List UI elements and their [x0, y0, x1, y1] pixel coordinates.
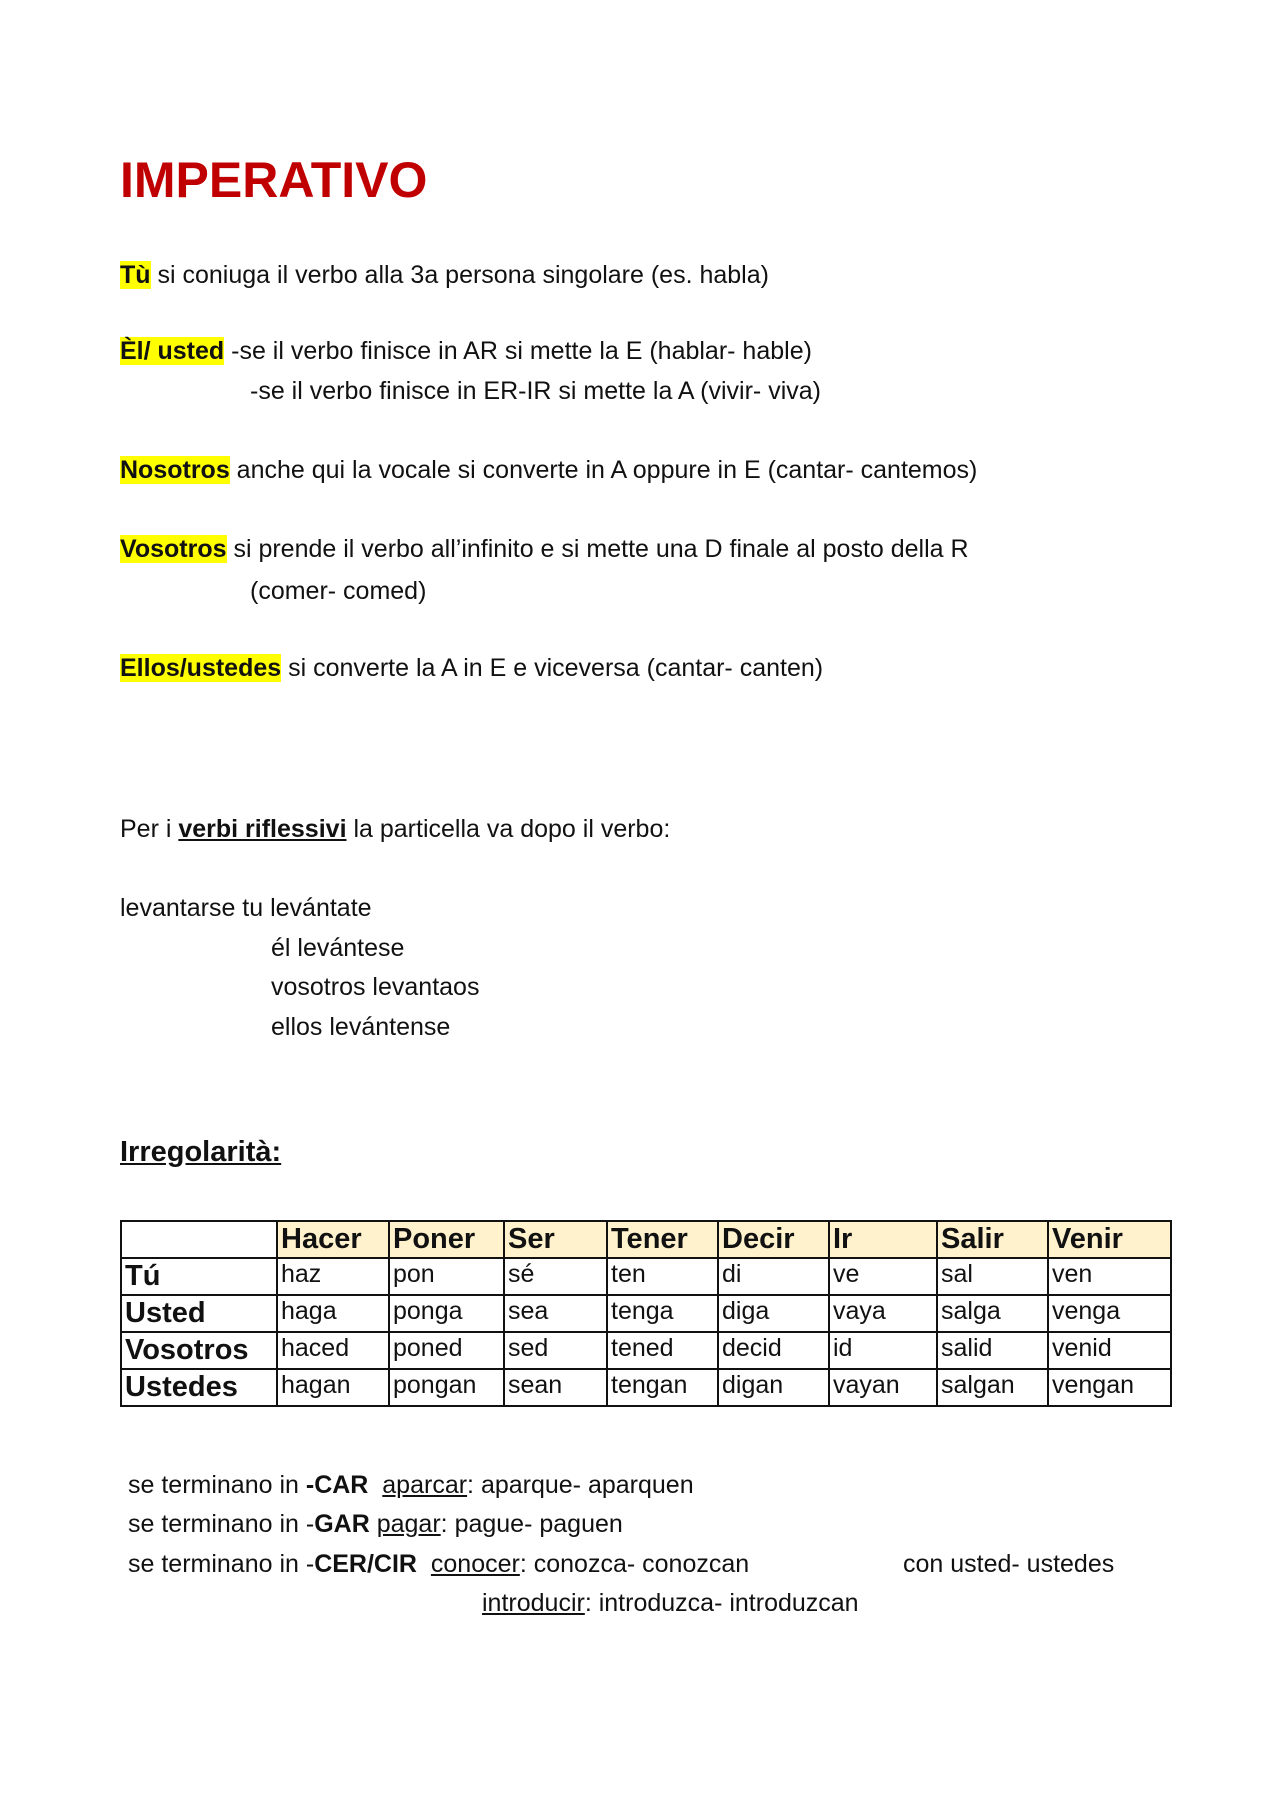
column-header: Decir [718, 1221, 829, 1258]
table-cell: venid [1048, 1332, 1171, 1369]
table-header-row [121, 1221, 1171, 1258]
reflexive-intro [120, 814, 670, 844]
column-header: Poner [389, 1221, 504, 1258]
ending-verb: pagar [376, 1510, 441, 1538]
endings-note: con usted- ustedes [903, 1550, 1115, 1578]
column-header: Hacer [277, 1221, 389, 1258]
ending-suffix: CER/CIR [314, 1550, 417, 1578]
ending-line-cer-cir [128, 1549, 749, 1579]
ending-line-introducir [482, 1588, 859, 1618]
rule-vosotros-continuation: (comer- comed) [250, 577, 427, 605]
table-cell: haga [277, 1295, 389, 1332]
table-cell: digan [718, 1369, 829, 1406]
page-title: IMPERATIVO [120, 152, 428, 208]
table-cell: vayan [829, 1369, 937, 1406]
rule-text: si prende il verbo all’infinito e si mette una D finale al posto della R [226, 535, 969, 563]
table-corner-cell [121, 1221, 277, 1258]
ending-verb: conocer [430, 1550, 520, 1578]
rule-label: Nosotros [120, 456, 230, 484]
rule-label: Ellos/ustedes [120, 654, 282, 682]
table-cell: salid [937, 1332, 1048, 1369]
table-cell: sed [504, 1332, 607, 1369]
table-cell: vengan [1048, 1369, 1171, 1406]
ending-prefix: se terminano in - [128, 1550, 315, 1578]
table-cell: tengan [607, 1369, 718, 1406]
rule-text: -se il verbo finisce in AR si mette la E (hablar- hable) [224, 337, 812, 365]
rule-text: si converte la A in E e viceversa (cantar- canten) [281, 654, 824, 682]
rule-text: anche qui la vocale si converte in A oppure in E (cantar- cantemos) [229, 456, 978, 484]
table-cell: sal [937, 1258, 1048, 1295]
table-cell: venga [1048, 1295, 1171, 1332]
reflexive-prefix: Per i [120, 815, 179, 843]
reflexive-example-line: él levántese [271, 934, 405, 962]
reflexive-suffix: la particella va dopo il verbo: [346, 815, 671, 843]
table-row [121, 1369, 1171, 1406]
table-cell: ten [607, 1258, 718, 1295]
column-header: Tener [607, 1221, 718, 1258]
table-cell: tenga [607, 1295, 718, 1332]
ending-line-gar [128, 1509, 623, 1539]
table-cell: ven [1048, 1258, 1171, 1295]
ending-suffix: GAR [314, 1510, 370, 1538]
table-cell: diga [718, 1295, 829, 1332]
row-header: Vosotros [121, 1332, 277, 1369]
ending-line-car [128, 1470, 694, 1500]
rule-label: Èl/ usted [120, 337, 225, 365]
table-cell: decid [718, 1332, 829, 1369]
column-header: Ser [504, 1221, 607, 1258]
ending-prefix: se terminano in - [128, 1510, 315, 1538]
ending-forms: : introduzca- introduzcan [584, 1589, 859, 1617]
table-row [121, 1295, 1171, 1332]
reflexive-example-line: ellos levántense [271, 1013, 451, 1041]
row-header: Usted [121, 1295, 277, 1332]
row-header: Tú [121, 1258, 277, 1295]
rule-el-usted [120, 336, 812, 366]
rule-text: si coniuga il verbo alla 3a persona singolare (es. habla) [150, 261, 769, 289]
table-cell: sé [504, 1258, 607, 1295]
ending-forms: : conozca- conozcan [519, 1550, 750, 1578]
reflexive-example-line: levantarse tu levántate [120, 894, 372, 922]
rule-vosotros [120, 534, 969, 564]
column-header: Venir [1048, 1221, 1171, 1258]
column-header: Salir [937, 1221, 1048, 1258]
ending-verb: introducir [482, 1589, 585, 1617]
rule-tu [120, 260, 769, 290]
column-header: Ir [829, 1221, 937, 1258]
table-cell: vaya [829, 1295, 937, 1332]
table-cell: ponga [389, 1295, 504, 1332]
rule-label: Tù [120, 261, 151, 289]
reflexive-example-line: vosotros levantaos [271, 973, 480, 1001]
rule-label: Vosotros [120, 535, 227, 563]
table-cell: id [829, 1332, 937, 1369]
rule-el-usted-continuation: -se il verbo finisce in ER-IR si mette la A (vivir- viva) [250, 377, 821, 405]
table-cell: tened [607, 1332, 718, 1369]
ending-forms: : aparque- aparquen [467, 1471, 694, 1499]
table-cell: sea [504, 1295, 607, 1332]
rule-nosotros [120, 455, 977, 485]
table-cell: salgan [937, 1369, 1048, 1406]
irregular-verbs-table [120, 1220, 1172, 1407]
table-cell: di [718, 1258, 829, 1295]
table-cell: salga [937, 1295, 1048, 1332]
ending-verb: aparcar [382, 1471, 468, 1499]
row-header: Ustedes [121, 1369, 277, 1406]
table-row [121, 1332, 1171, 1369]
table-cell: sean [504, 1369, 607, 1406]
reflexive-keyword: verbi riflessivi [178, 815, 347, 843]
irregular-heading: Irregolarità: [120, 1136, 282, 1168]
table-cell: pon [389, 1258, 504, 1295]
table-cell: pongan [389, 1369, 504, 1406]
table-cell: haz [277, 1258, 389, 1295]
table-cell: haced [277, 1332, 389, 1369]
rule-ellos-ustedes [120, 653, 823, 683]
table-cell: poned [389, 1332, 504, 1369]
table-cell: hagan [277, 1369, 389, 1406]
table-row [121, 1258, 1171, 1295]
ending-suffix: -CAR [305, 1471, 369, 1499]
table-cell: ve [829, 1258, 937, 1295]
ending-forms: : pague- paguen [440, 1510, 623, 1538]
ending-prefix: se terminano in [128, 1471, 306, 1499]
